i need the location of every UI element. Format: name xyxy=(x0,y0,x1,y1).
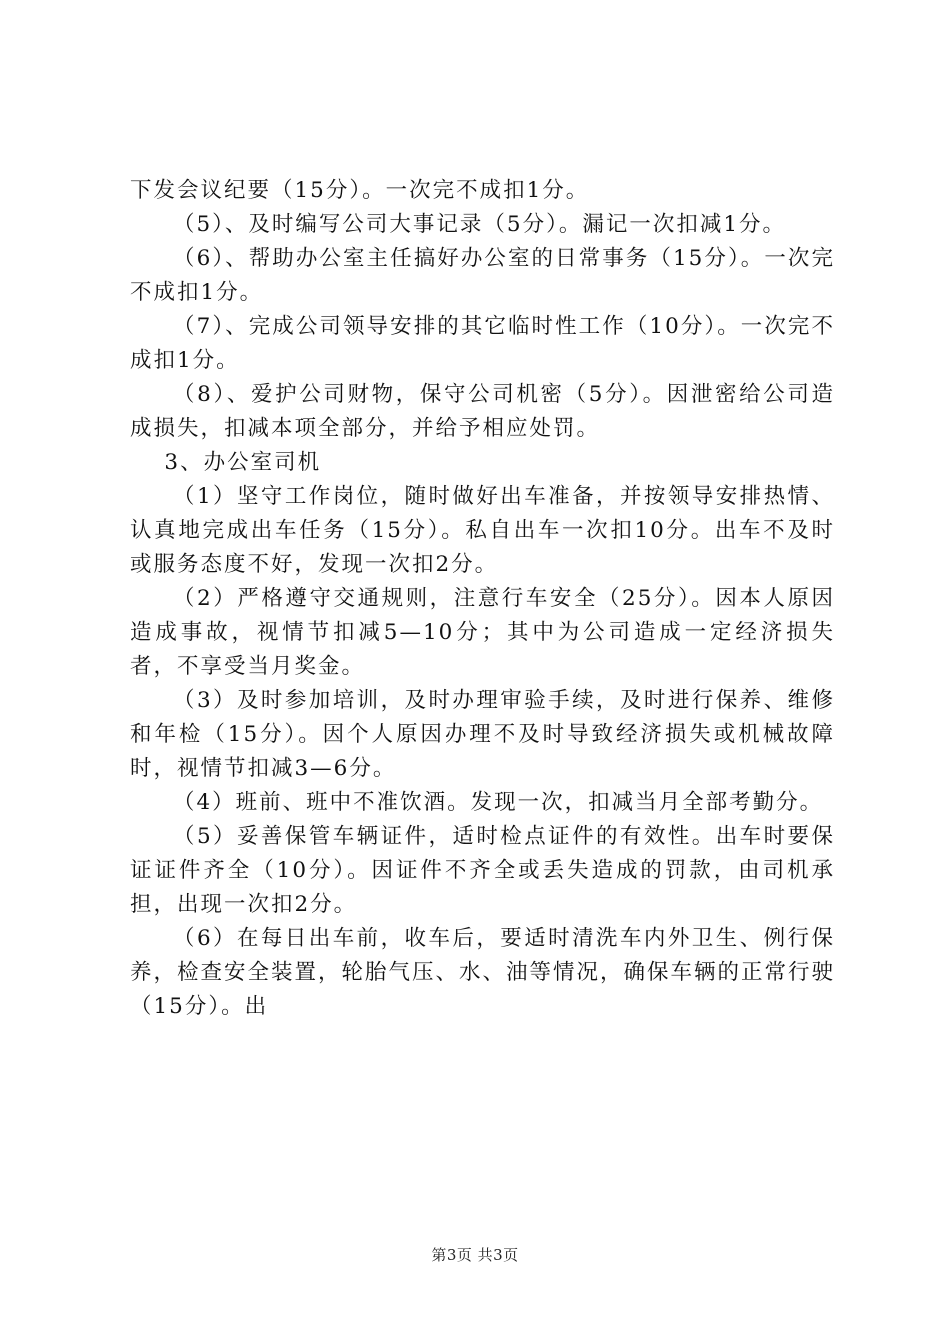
paragraph-continuation: 下发会议纪要（15分）。一次完不成扣1分。 xyxy=(130,178,590,203)
paragraph-driver-item-6: （6）在每日出车前，收车后，要适时清洗车内外卫生、例行保养，检查安全装置，轮胎气压、水、油等情况，确保车辆的正常行驶（15分）。出 xyxy=(130,926,836,1019)
document-body xyxy=(130,174,835,1024)
paragraph-item-8: （8）、爱护公司财物，保守公司机密（5分）。因泄密给公司造成损失，扣减本项全部分，并给予相应处罚。 xyxy=(130,382,835,441)
section-heading-driver: 3、办公室司机 xyxy=(164,450,322,475)
paragraph-driver-item-5: （5）妥善保管车辆证件，适时检点证件的有效性。出车时要保证证件齐全（10分）。因证件不齐全或丢失造成的罚款，由司机承担，出现一次扣2分。 xyxy=(130,824,835,917)
paragraph-driver-item-2: （2）严格遵守交通规则，注意行车安全（25分）。因本人原因造成事故，视情节扣减5—10分；其中为公司造成一定经济损失者，不享受当月奖金。 xyxy=(130,586,835,679)
paragraph-item-5: （5）、及时编写公司大事记录（5分）。漏记一次扣减1分。 xyxy=(173,212,787,237)
paragraph-driver-item-1: （1）坚守工作岗位，随时做好出车准备，并按领导安排热情、认真地完成出车任务（15分）。私自出车一次扣10分。出车不及时或服务态度不好，发现一次扣2分。 xyxy=(130,484,835,577)
paragraph-driver-item-3: （3）及时参加培训，及时办理审验手续，及时进行保养、维修和年检（15分）。因个人原因办理不及时导致经济损失或机械故障时，视情节扣减3—6分。 xyxy=(130,688,835,781)
page-footer: 第3页 共3页 xyxy=(431,1246,519,1264)
paragraph-item-7: （7）、完成公司领导安排的其它临时性工作（10分）。一次完不成扣1分。 xyxy=(130,314,835,373)
paragraph-item-6: （6）、帮助办公室主任搞好办公室的日常事务（15分）。一次完不成扣1分。 xyxy=(130,246,835,305)
paragraph-driver-item-4: （4）班前、班中不准饮酒。发现一次，扣减当月全部考勤分。 xyxy=(173,790,824,815)
